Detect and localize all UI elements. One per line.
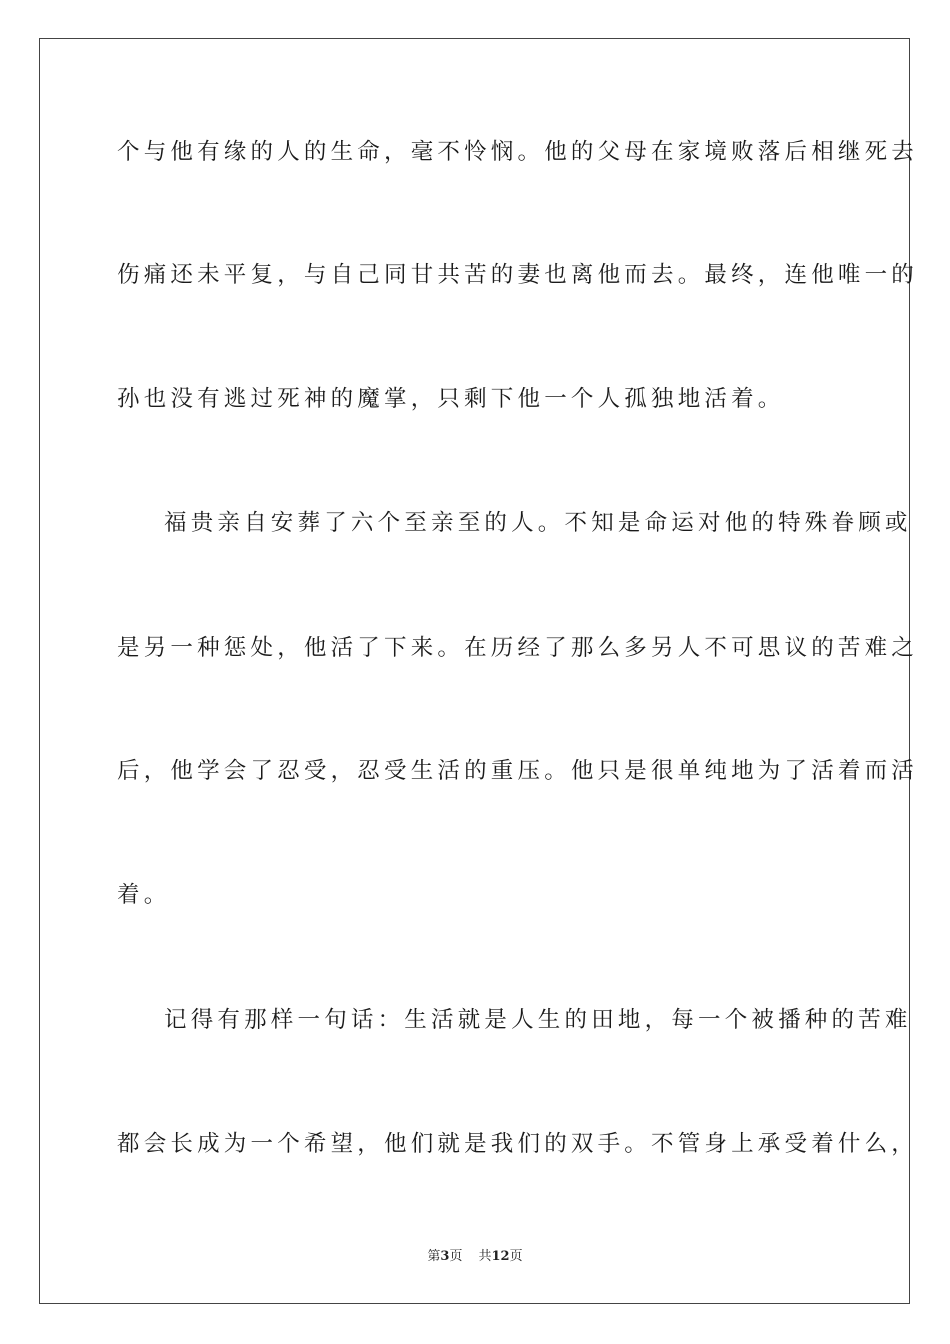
body-line-6: 后，他学会了忍受，忍受生活的重压。他只是很单纯地为了活着而活 bbox=[117, 758, 919, 784]
page-prefix: 第 bbox=[427, 1249, 441, 1264]
body-line-2: 伤痛还未平复，与自己同甘共苦的妻也离他而去。最终，连他唯一的 bbox=[117, 262, 919, 288]
page-current: 3 bbox=[440, 1249, 450, 1264]
body-line-5: 是另一种惩处，他活了下来。在历经了那么多另人不可思议的苦难之 bbox=[117, 635, 919, 661]
body-line-7: 着。 bbox=[117, 882, 171, 908]
body-line-3: 孙也没有逃过死神的魔掌，只剩下他一个人孤独地活着。 bbox=[117, 386, 785, 412]
body-line-9: 都会长成为一个希望，他们就是我们的双手。不管身上承受着什么， bbox=[117, 1131, 919, 1157]
body-line-4: 福贵亲自安葬了六个至亲至的人。不知是命运对他的特殊眷顾或 bbox=[164, 510, 912, 536]
body-line-8: 记得有那样一句话：生活就是人生的田地，每一个被播种的苦难 bbox=[164, 1007, 912, 1033]
page-footer bbox=[0, 1248, 950, 1266]
body-line-1: 个与他有缘的人的生命，毫不怜悯。他的父母在家境败落后相继死去 bbox=[117, 139, 919, 165]
total-prefix: 共 bbox=[478, 1249, 492, 1264]
page-border bbox=[39, 38, 919, 1304]
page-suffix: 页 bbox=[449, 1249, 463, 1264]
page-total: 12 bbox=[491, 1249, 510, 1264]
total-suffix: 页 bbox=[509, 1249, 523, 1264]
